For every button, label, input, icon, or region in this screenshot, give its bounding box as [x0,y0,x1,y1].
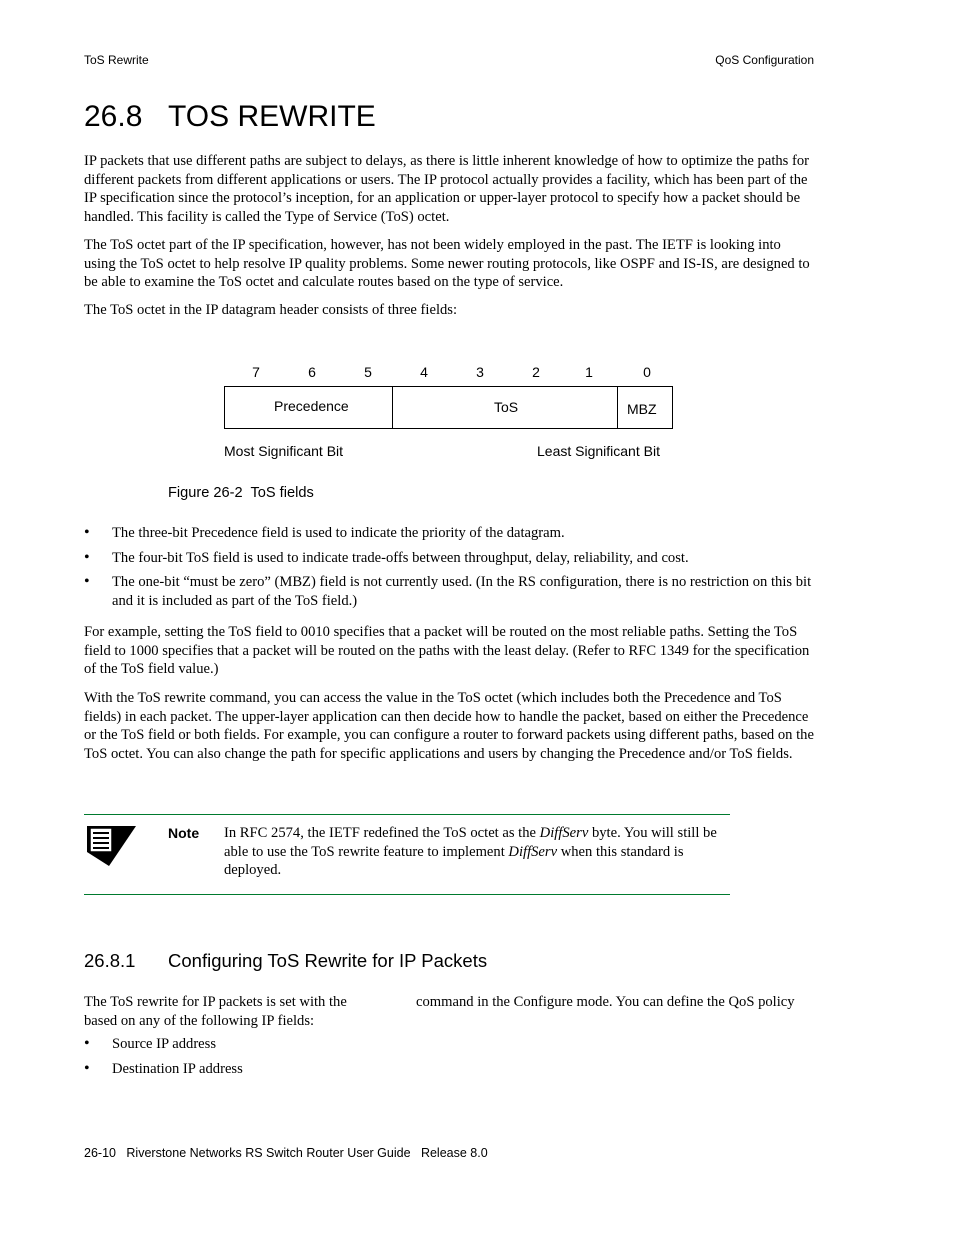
precedence-field-label: Precedence [274,398,349,414]
section-heading [84,100,376,134]
subsection-para-right: command in the Configure mode. You can define the QoS policy [416,994,795,1010]
figure-caption: Figure 26-2 ToS fields [168,485,314,501]
body-paragraph-2: With the ToS rewrite command, you can access the value in the ToS octet (which includes both the Precedence and ToS fields) in each packet. The upper-layer application can then decide how to handle the packet, based on either the Precedence or the ToS field or both fields. For example, you can configure a router to forward packets using different paths, based on the ToS octet. You can also change the path for specific applications and users by changing the Precedence and/or ToS fields. [84,690,814,762]
mbz-field-label: MBZ [627,401,657,417]
bit-number-7: 7 [252,364,260,380]
lsb-label: Least Significant Bit [537,443,660,459]
msb-label: Most Significant Bit [224,443,344,459]
intro-paragraph-2: The ToS octet part of the IP specification, however, has not been widely employed in the past. The IETF is looking into using the ToS octet to help resolve IP quality problems. Some newer routing protocols, like OSPF and IS-IS, are designed to be able to examine the ToS octet and calculate routes based on the type of service. [84,237,810,291]
page-number: 26-10 [84,1146,116,1160]
list-item: • Destination IP address [84,1059,243,1077]
diffserv-term: DiffServ [539,825,589,841]
page-footer [84,1146,488,1160]
ip-field-bullet-list [84,1035,814,1084]
list-item: • The four-bit ToS field is used to indicate trade-offs between throughput, delay, reliability, and cost. [84,548,689,566]
bit-number-4: 4 [420,364,428,380]
precedence-field [225,387,393,428]
tos-field [392,387,618,428]
bit-number-2: 2 [532,364,540,380]
section-number: 26.8 [84,100,143,133]
note-label: Note [168,825,200,841]
note-top-rule [84,814,730,815]
running-header-left: ToS Rewrite [84,53,149,67]
intro-paragraph-1: IP packets that use different paths are subject to delays, as there is little inherent knowledge of how to optimize the paths for different packets from different applications or users. The IP protocol actually provides a facility, which has been part of the IP specification since the protocol’s inception, for an application or upper-layer protocol to specify how a packet should be handled. This facility is called the Type of Service (ToS) octet. [84,153,810,225]
running-header-right: QoS Configuration [715,53,814,67]
tos-field-label: ToS [494,399,519,415]
tos-octet-box [224,386,673,429]
bit-number-6: 6 [308,364,316,380]
bit-number-0: 0 [643,364,651,380]
footer-title: Riverstone Networks RS Switch Router User Guide Release 8.0 [126,1146,488,1160]
subsection-number: 26.8.1 [84,950,136,971]
mbz-field [617,387,672,428]
note-text: In RFC 2574, the IETF redefined the ToS octet as the DiffServ byte. You will still be able to use the ToS rewrite feature to implement DiffServ when this standard is deployed. [224,825,717,879]
body-paragraph-1: For example, setting the ToS field to 0010 specifies that a packet will be routed on the most reliable paths. Setting the ToS field to 1000 specifies that a packet will be routed on the paths with the least delay. (Refer to RFC 1349 for the specification of the ToS field value.) [84,624,810,678]
note-icon [84,822,140,868]
bit-number-5: 5 [364,364,372,380]
subsection-heading [84,950,487,972]
bit-number-1: 1 [585,364,593,380]
subsection-para-cont: based on any of the following IP fields: [84,1013,315,1029]
field-bullet-list [84,524,814,616]
diffserv-term: DiffServ [508,843,558,860]
list-item: • Source IP address [84,1035,217,1052]
list-item: • The three-bit Precedence field is used to indicate the priority of the datagram. [84,524,565,541]
subsection-para-left: The ToS rewrite for IP packets is set with the [84,994,347,1010]
list-item: • The one-bit “must be zero” (MBZ) field is not currently used. (In the RS configuration, there is no restriction on this bit and it is included as part of the ToS field.) [84,573,812,609]
intro-paragraph-3: The ToS octet in the IP datagram header consists of three fields: [84,302,458,318]
section-title: TOS REWRITE [168,100,376,133]
subsection-title: Configuring ToS Rewrite for IP Packets [168,950,488,971]
bit-number-3: 3 [476,364,484,380]
note-bottom-rule [84,894,730,895]
